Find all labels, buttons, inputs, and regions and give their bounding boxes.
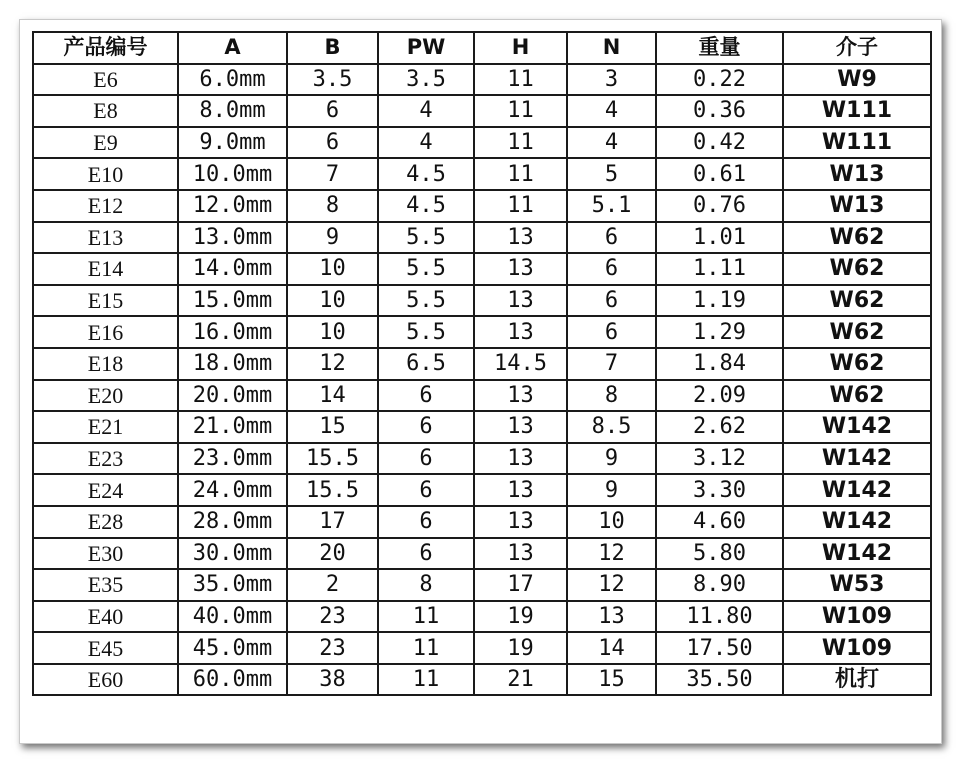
- cell-pw: 6: [378, 474, 474, 506]
- cell-b: 15.5: [287, 443, 378, 475]
- cell-medium: W62: [783, 285, 931, 317]
- cell-product-code: E10: [33, 158, 178, 190]
- cell-product-code: E14: [33, 253, 178, 285]
- cell-b: 12: [287, 348, 378, 380]
- cell-n: 4: [567, 95, 656, 127]
- table-row: [33, 474, 931, 506]
- cell-medium: W142: [783, 443, 931, 475]
- cell-pw: 4.5: [378, 190, 474, 222]
- cell-a: 24.0mm: [178, 474, 287, 506]
- cell-weight: 0.36: [656, 95, 783, 127]
- cell-medium: W62: [783, 316, 931, 348]
- cell-a: 40.0mm: [178, 601, 287, 633]
- cell-a: 6.0mm: [178, 64, 287, 96]
- cell-a: 9.0mm: [178, 127, 287, 159]
- cell-b: 38: [287, 664, 378, 696]
- cell-a: 30.0mm: [178, 538, 287, 570]
- cell-pw: 5.5: [378, 285, 474, 317]
- cell-b: 15: [287, 411, 378, 443]
- cell-a: 13.0mm: [178, 222, 287, 254]
- cell-medium: W142: [783, 538, 931, 570]
- cell-a: 14.0mm: [178, 253, 287, 285]
- cell-weight: 2.09: [656, 380, 783, 412]
- cell-b: 8: [287, 190, 378, 222]
- table-row: [33, 380, 931, 412]
- cell-h: 11: [474, 158, 567, 190]
- cell-pw: 6: [378, 538, 474, 570]
- cell-weight: 1.11: [656, 253, 783, 285]
- cell-h: 13: [474, 316, 567, 348]
- cell-a: 35.0mm: [178, 569, 287, 601]
- cell-weight: 3.30: [656, 474, 783, 506]
- cell-weight: 3.12: [656, 443, 783, 475]
- cell-pw: 5.5: [378, 253, 474, 285]
- cell-product-code: E8: [33, 95, 178, 127]
- cell-pw: 6: [378, 380, 474, 412]
- header-a: A: [178, 32, 287, 64]
- cell-weight: 0.76: [656, 190, 783, 222]
- cell-n: 6: [567, 316, 656, 348]
- cell-n: 5.1: [567, 190, 656, 222]
- table-row: [33, 95, 931, 127]
- cell-n: 9: [567, 443, 656, 475]
- cell-a: 15.0mm: [178, 285, 287, 317]
- cell-h: 11: [474, 95, 567, 127]
- cell-b: 10: [287, 285, 378, 317]
- cell-h: 13: [474, 538, 567, 570]
- cell-h: 21: [474, 664, 567, 696]
- table-row: [33, 632, 931, 664]
- cell-product-code: E20: [33, 380, 178, 412]
- cell-medium: W142: [783, 411, 931, 443]
- cell-b: 23: [287, 632, 378, 664]
- cell-product-code: E9: [33, 127, 178, 159]
- cell-h: 13: [474, 411, 567, 443]
- cell-medium: W53: [783, 569, 931, 601]
- cell-medium: W13: [783, 158, 931, 190]
- cell-pw: 11: [378, 632, 474, 664]
- cell-h: 13: [474, 443, 567, 475]
- cell-n: 10: [567, 506, 656, 538]
- table-row: [33, 64, 931, 96]
- cell-medium: W9: [783, 64, 931, 96]
- cell-pw: 3.5: [378, 64, 474, 96]
- cell-weight: 0.42: [656, 127, 783, 159]
- cell-b: 17: [287, 506, 378, 538]
- cell-n: 13: [567, 601, 656, 633]
- table-row: [33, 253, 931, 285]
- cell-medium: W62: [783, 380, 931, 412]
- cell-n: 6: [567, 285, 656, 317]
- cell-medium: W142: [783, 474, 931, 506]
- cell-n: 8: [567, 380, 656, 412]
- header-h: H: [474, 32, 567, 64]
- table-row: [33, 285, 931, 317]
- cell-weight: 0.22: [656, 64, 783, 96]
- table-row: [33, 127, 931, 159]
- table-row: [33, 222, 931, 254]
- cell-a: 8.0mm: [178, 95, 287, 127]
- cell-weight: 8.90: [656, 569, 783, 601]
- cell-product-code: E30: [33, 538, 178, 570]
- cell-pw: 6: [378, 506, 474, 538]
- cell-n: 15: [567, 664, 656, 696]
- cell-b: 14: [287, 380, 378, 412]
- cell-medium: W62: [783, 348, 931, 380]
- cell-a: 23.0mm: [178, 443, 287, 475]
- cell-medium: W13: [783, 190, 931, 222]
- cell-h: 14.5: [474, 348, 567, 380]
- cell-b: 15.5: [287, 474, 378, 506]
- cell-medium: W111: [783, 95, 931, 127]
- table-row: [33, 601, 931, 633]
- cell-medium: W142: [783, 506, 931, 538]
- cell-product-code: E35: [33, 569, 178, 601]
- table-row: [33, 664, 931, 696]
- cell-product-code: E12: [33, 190, 178, 222]
- cell-product-code: E60: [33, 664, 178, 696]
- header-pw: PW: [378, 32, 474, 64]
- header-product-code: 产品编号: [33, 32, 178, 64]
- cell-b: 6: [287, 127, 378, 159]
- cell-a: 20.0mm: [178, 380, 287, 412]
- table-row: [33, 316, 931, 348]
- cell-product-code: E24: [33, 474, 178, 506]
- cell-h: 11: [474, 190, 567, 222]
- cell-product-code: E21: [33, 411, 178, 443]
- cell-b: 23: [287, 601, 378, 633]
- cell-h: 19: [474, 632, 567, 664]
- cell-pw: 5.5: [378, 316, 474, 348]
- cell-weight: 4.60: [656, 506, 783, 538]
- cell-n: 7: [567, 348, 656, 380]
- spec-table: [32, 31, 932, 696]
- cell-a: 21.0mm: [178, 411, 287, 443]
- cell-product-code: E18: [33, 348, 178, 380]
- cell-weight: 11.80: [656, 601, 783, 633]
- cell-b: 6: [287, 95, 378, 127]
- cell-h: 13: [474, 474, 567, 506]
- cell-pw: 6: [378, 443, 474, 475]
- cell-a: 45.0mm: [178, 632, 287, 664]
- cell-weight: 1.84: [656, 348, 783, 380]
- cell-product-code: E40: [33, 601, 178, 633]
- header-medium: 介子: [783, 32, 931, 64]
- cell-h: 13: [474, 285, 567, 317]
- cell-pw: 8: [378, 569, 474, 601]
- cell-weight: 1.19: [656, 285, 783, 317]
- cell-pw: 4: [378, 127, 474, 159]
- cell-h: 11: [474, 127, 567, 159]
- cell-b: 10: [287, 253, 378, 285]
- cell-a: 60.0mm: [178, 664, 287, 696]
- cell-b: 3.5: [287, 64, 378, 96]
- cell-n: 4: [567, 127, 656, 159]
- cell-pw: 4: [378, 95, 474, 127]
- cell-product-code: E16: [33, 316, 178, 348]
- cell-pw: 6: [378, 411, 474, 443]
- cell-h: 19: [474, 601, 567, 633]
- cell-h: 13: [474, 506, 567, 538]
- cell-n: 6: [567, 222, 656, 254]
- cell-medium: W62: [783, 222, 931, 254]
- table-frame: [19, 19, 942, 744]
- cell-b: 2: [287, 569, 378, 601]
- header-b: B: [287, 32, 378, 64]
- cell-pw: 11: [378, 664, 474, 696]
- cell-pw: 5.5: [378, 222, 474, 254]
- cell-n: 14: [567, 632, 656, 664]
- cell-weight: 2.62: [656, 411, 783, 443]
- cell-a: 28.0mm: [178, 506, 287, 538]
- cell-n: 12: [567, 538, 656, 570]
- cell-product-code: E28: [33, 506, 178, 538]
- cell-product-code: E45: [33, 632, 178, 664]
- cell-medium: 机打: [783, 664, 931, 696]
- cell-pw: 4.5: [378, 158, 474, 190]
- cell-medium: W111: [783, 127, 931, 159]
- table-row: [33, 443, 931, 475]
- cell-medium: W62: [783, 253, 931, 285]
- cell-h: 13: [474, 222, 567, 254]
- cell-a: 16.0mm: [178, 316, 287, 348]
- cell-medium: W109: [783, 601, 931, 633]
- cell-a: 12.0mm: [178, 190, 287, 222]
- table-row: [33, 506, 931, 538]
- cell-n: 6: [567, 253, 656, 285]
- cell-b: 20: [287, 538, 378, 570]
- header-row: [33, 32, 931, 64]
- cell-weight: 17.50: [656, 632, 783, 664]
- cell-medium: W109: [783, 632, 931, 664]
- cell-product-code: E15: [33, 285, 178, 317]
- cell-weight: 1.01: [656, 222, 783, 254]
- cell-b: 10: [287, 316, 378, 348]
- table-row: [33, 411, 931, 443]
- cell-n: 12: [567, 569, 656, 601]
- cell-n: 8.5: [567, 411, 656, 443]
- table-row: [33, 569, 931, 601]
- cell-product-code: E23: [33, 443, 178, 475]
- header-weight: 重量: [656, 32, 783, 64]
- header-n: N: [567, 32, 656, 64]
- cell-a: 10.0mm: [178, 158, 287, 190]
- cell-n: 9: [567, 474, 656, 506]
- cell-pw: 6.5: [378, 348, 474, 380]
- cell-h: 17: [474, 569, 567, 601]
- cell-h: 13: [474, 253, 567, 285]
- cell-h: 13: [474, 380, 567, 412]
- cell-weight: 0.61: [656, 158, 783, 190]
- cell-weight: 1.29: [656, 316, 783, 348]
- table-row: [33, 158, 931, 190]
- cell-n: 3: [567, 64, 656, 96]
- cell-product-code: E13: [33, 222, 178, 254]
- cell-weight: 5.80: [656, 538, 783, 570]
- table-row: [33, 538, 931, 570]
- cell-a: 18.0mm: [178, 348, 287, 380]
- cell-n: 5: [567, 158, 656, 190]
- cell-product-code: E6: [33, 64, 178, 96]
- cell-h: 11: [474, 64, 567, 96]
- cell-pw: 11: [378, 601, 474, 633]
- table-row: [33, 190, 931, 222]
- cell-weight: 35.50: [656, 664, 783, 696]
- table-row: [33, 348, 931, 380]
- cell-b: 9: [287, 222, 378, 254]
- cell-b: 7: [287, 158, 378, 190]
- table-body: [33, 64, 931, 696]
